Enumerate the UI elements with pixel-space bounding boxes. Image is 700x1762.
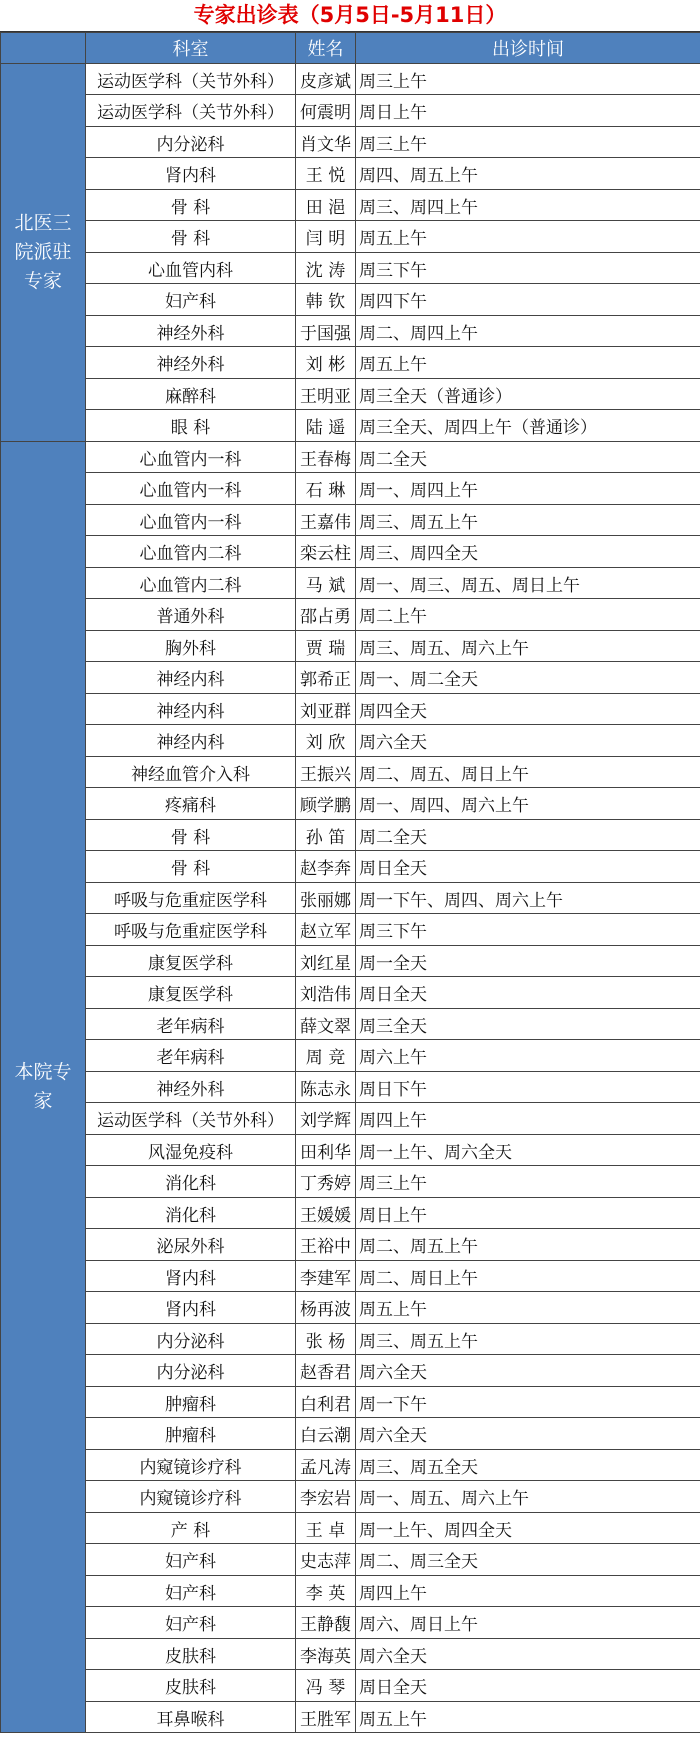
clinic-time-cell: 周一上午、周六全天 bbox=[356, 1135, 700, 1166]
doctor-name-cell: 韩 钦 bbox=[296, 284, 356, 316]
department-cell: 疼痛科 bbox=[86, 788, 296, 820]
department-cell: 耳鼻喉科 bbox=[86, 1702, 296, 1733]
doctor-name-cell: 栾云柱 bbox=[296, 536, 356, 568]
department-cell: 肾内科 bbox=[86, 158, 296, 190]
doctor-name-cell: 王嘉伟 bbox=[296, 505, 356, 536]
table-row bbox=[1, 1513, 700, 1544]
table-row bbox=[1, 1324, 700, 1355]
clinic-time-cell: 周三、周四上午 bbox=[356, 190, 700, 221]
department-cell: 骨 科 bbox=[86, 851, 296, 883]
doctor-name-cell: 李 英 bbox=[296, 1576, 356, 1607]
group-label: 本院专家 bbox=[1, 442, 86, 1733]
clinic-time-cell: 周三、周四全天 bbox=[356, 536, 700, 568]
clinic-time-cell: 周三、周五全天 bbox=[356, 1450, 700, 1481]
clinic-time-cell: 周六全天 bbox=[356, 1355, 700, 1387]
department-cell: 神经外科 bbox=[86, 347, 296, 379]
clinic-time-cell: 周六、周日上午 bbox=[356, 1607, 700, 1639]
table-row bbox=[1, 95, 700, 127]
department-cell: 运动医学科（关节外科） bbox=[86, 64, 296, 95]
table-row bbox=[1, 757, 700, 788]
clinic-time-cell: 周四上午 bbox=[356, 1103, 700, 1135]
table-row bbox=[1, 505, 700, 536]
doctor-name-cell: 王明亚 bbox=[296, 379, 356, 410]
table-row bbox=[1, 284, 700, 316]
doctor-name-cell: 薛文翠 bbox=[296, 1009, 356, 1040]
clinic-time-cell: 周一上午、周四全天 bbox=[356, 1513, 700, 1544]
doctor-name-cell: 沈 涛 bbox=[296, 253, 356, 284]
department-cell: 普通外科 bbox=[86, 599, 296, 631]
table-row bbox=[1, 1040, 700, 1072]
clinic-time-cell: 周二、周五、周日上午 bbox=[356, 757, 700, 788]
clinic-time-cell: 周五上午 bbox=[356, 221, 700, 253]
clinic-time-cell: 周四、周五上午 bbox=[356, 158, 700, 190]
department-cell: 神经血管介入科 bbox=[86, 757, 296, 788]
doctor-name-cell: 陈志永 bbox=[296, 1072, 356, 1103]
doctor-name-cell: 孟凡涛 bbox=[296, 1450, 356, 1481]
doctor-name-cell: 皮彦斌 bbox=[296, 64, 356, 95]
department-cell: 老年病科 bbox=[86, 1040, 296, 1072]
table-row bbox=[1, 883, 700, 914]
table-row bbox=[1, 158, 700, 190]
table-row bbox=[1, 127, 700, 158]
department-cell: 神经外科 bbox=[86, 316, 296, 347]
clinic-time-cell: 周二、周四上午 bbox=[356, 316, 700, 347]
department-cell: 心血管内一科 bbox=[86, 442, 296, 473]
department-cell: 老年病科 bbox=[86, 1009, 296, 1040]
table-row bbox=[1, 662, 700, 694]
table-row bbox=[1, 347, 700, 379]
department-cell: 康复医学科 bbox=[86, 977, 296, 1009]
doctor-name-cell: 刘学辉 bbox=[296, 1103, 356, 1135]
table-row bbox=[1, 725, 700, 757]
department-cell: 妇产科 bbox=[86, 1544, 296, 1576]
department-cell: 消化科 bbox=[86, 1166, 296, 1198]
doctor-name-cell: 闫 明 bbox=[296, 221, 356, 253]
clinic-time-cell: 周六上午 bbox=[356, 1040, 700, 1072]
department-cell: 胸外科 bbox=[86, 631, 296, 662]
doctor-name-cell: 张 杨 bbox=[296, 1324, 356, 1355]
clinic-time-cell: 周六全天 bbox=[356, 1639, 700, 1670]
doctor-name-cell: 张丽娜 bbox=[296, 883, 356, 914]
table-row bbox=[1, 253, 700, 284]
clinic-time-cell: 周日上午 bbox=[356, 1198, 700, 1229]
doctor-name-cell: 李建军 bbox=[296, 1261, 356, 1292]
table-row bbox=[1, 851, 700, 883]
table-row bbox=[1, 1544, 700, 1576]
department-cell: 心血管内一科 bbox=[86, 505, 296, 536]
doctor-name-cell: 白云潮 bbox=[296, 1418, 356, 1450]
doctor-name-cell: 王裕中 bbox=[296, 1229, 356, 1261]
doctor-name-cell: 杨再波 bbox=[296, 1292, 356, 1324]
doctor-name-cell: 刘亚群 bbox=[296, 694, 356, 725]
clinic-time-cell: 周日全天 bbox=[356, 1670, 700, 1702]
department-cell: 神经内科 bbox=[86, 725, 296, 757]
doctor-name-cell: 王静馥 bbox=[296, 1607, 356, 1639]
doctor-name-cell: 丁秀婷 bbox=[296, 1166, 356, 1198]
table-row bbox=[1, 1009, 700, 1040]
doctor-name-cell: 田 浥 bbox=[296, 190, 356, 221]
header-group bbox=[1, 33, 86, 64]
clinic-time-cell: 周一、周三、周五、周日上午 bbox=[356, 568, 700, 599]
table-row bbox=[1, 977, 700, 1009]
doctor-name-cell: 周 竞 bbox=[296, 1040, 356, 1072]
table-row bbox=[1, 1418, 700, 1450]
clinic-time-cell: 周三上午 bbox=[356, 1166, 700, 1198]
table-row bbox=[1, 1072, 700, 1103]
table-row bbox=[1, 1166, 700, 1198]
clinic-time-cell: 周三下午 bbox=[356, 253, 700, 284]
clinic-time-cell: 周二全天 bbox=[356, 820, 700, 851]
doctor-name-cell: 何震明 bbox=[296, 95, 356, 127]
doctor-name-cell: 顾学鹏 bbox=[296, 788, 356, 820]
department-cell: 皮肤科 bbox=[86, 1670, 296, 1702]
clinic-time-cell: 周一、周四上午 bbox=[356, 473, 700, 505]
table-row bbox=[1, 1450, 700, 1481]
doctor-name-cell: 刘 彬 bbox=[296, 347, 356, 379]
group-label: 北医三院派驻专家 bbox=[1, 64, 86, 442]
doctor-name-cell: 刘浩伟 bbox=[296, 977, 356, 1009]
doctor-name-cell: 王 卓 bbox=[296, 1513, 356, 1544]
department-cell: 内分泌科 bbox=[86, 1355, 296, 1387]
table-row bbox=[1, 1198, 700, 1229]
department-cell: 心血管内一科 bbox=[86, 473, 296, 505]
clinic-time-cell: 周三上午 bbox=[356, 127, 700, 158]
clinic-time-cell: 周二、周三全天 bbox=[356, 1544, 700, 1576]
clinic-time-cell: 周四全天 bbox=[356, 694, 700, 725]
department-cell: 麻醉科 bbox=[86, 379, 296, 410]
table-row bbox=[1, 788, 700, 820]
department-cell: 运动医学科（关节外科） bbox=[86, 1103, 296, 1135]
department-cell: 骨 科 bbox=[86, 820, 296, 851]
doctor-name-cell: 贾 瑞 bbox=[296, 631, 356, 662]
clinic-time-cell: 周六全天 bbox=[356, 725, 700, 757]
department-cell: 心血管内二科 bbox=[86, 536, 296, 568]
table-row bbox=[1, 1355, 700, 1387]
department-cell: 内分泌科 bbox=[86, 1324, 296, 1355]
doctor-name-cell: 于国强 bbox=[296, 316, 356, 347]
department-cell: 风湿免疫科 bbox=[86, 1135, 296, 1166]
department-cell: 内分泌科 bbox=[86, 127, 296, 158]
clinic-time-cell: 周五上午 bbox=[356, 1702, 700, 1733]
clinic-time-cell: 周一全天 bbox=[356, 946, 700, 977]
doctor-name-cell: 马 斌 bbox=[296, 568, 356, 599]
doctor-name-cell: 史志萍 bbox=[296, 1544, 356, 1576]
doctor-name-cell: 冯 琴 bbox=[296, 1670, 356, 1702]
doctor-name-cell: 孙 笛 bbox=[296, 820, 356, 851]
clinic-time-cell: 周三、周五上午 bbox=[356, 1324, 700, 1355]
doctor-name-cell: 李宏岩 bbox=[296, 1481, 356, 1513]
table-row bbox=[1, 1607, 700, 1639]
table-row bbox=[1, 316, 700, 347]
table-row bbox=[1, 1481, 700, 1513]
department-cell: 骨 科 bbox=[86, 221, 296, 253]
header-row bbox=[1, 33, 700, 64]
page-title: 专家出诊表（5月5日-5月11日） bbox=[0, 0, 700, 32]
doctor-name-cell: 郭希正 bbox=[296, 662, 356, 694]
header-dept: 科室 bbox=[86, 33, 296, 64]
table-row bbox=[1, 379, 700, 410]
department-cell: 运动医学科（关节外科） bbox=[86, 95, 296, 127]
clinic-time-cell: 周五上午 bbox=[356, 347, 700, 379]
department-cell: 肿瘤科 bbox=[86, 1418, 296, 1450]
doctor-name-cell: 王 悦 bbox=[296, 158, 356, 190]
department-cell: 康复医学科 bbox=[86, 946, 296, 977]
clinic-time-cell: 周五上午 bbox=[356, 1292, 700, 1324]
department-cell: 心血管内二科 bbox=[86, 568, 296, 599]
table-body bbox=[1, 64, 700, 1733]
doctor-name-cell: 邵占勇 bbox=[296, 599, 356, 631]
table-row bbox=[1, 1292, 700, 1324]
doctor-name-cell: 刘 欣 bbox=[296, 725, 356, 757]
department-cell: 肾内科 bbox=[86, 1292, 296, 1324]
department-cell: 肾内科 bbox=[86, 1261, 296, 1292]
department-cell: 眼 科 bbox=[86, 410, 296, 442]
table-row bbox=[1, 1639, 700, 1670]
clinic-time-cell: 周三、周五上午 bbox=[356, 505, 700, 536]
department-cell: 内窥镜诊疗科 bbox=[86, 1481, 296, 1513]
clinic-time-cell: 周日上午 bbox=[356, 95, 700, 127]
table-row bbox=[1, 190, 700, 221]
table-row bbox=[1, 820, 700, 851]
doctor-name-cell: 陆 遥 bbox=[296, 410, 356, 442]
clinic-time-cell: 周日全天 bbox=[356, 977, 700, 1009]
table-row bbox=[1, 442, 700, 473]
schedule-table bbox=[0, 32, 700, 1733]
clinic-time-cell: 周二、周日上午 bbox=[356, 1261, 700, 1292]
department-cell: 心血管内科 bbox=[86, 253, 296, 284]
department-cell: 呼吸与危重症医学科 bbox=[86, 914, 296, 946]
doctor-name-cell: 王振兴 bbox=[296, 757, 356, 788]
department-cell: 肿瘤科 bbox=[86, 1387, 296, 1418]
department-cell: 产 科 bbox=[86, 1513, 296, 1544]
clinic-time-cell: 周二全天 bbox=[356, 442, 700, 473]
clinic-time-cell: 周三下午 bbox=[356, 914, 700, 946]
clinic-time-cell: 周一下午、周四、周六上午 bbox=[356, 883, 700, 914]
doctor-name-cell: 赵李奔 bbox=[296, 851, 356, 883]
clinic-time-cell: 周三全天（普通诊） bbox=[356, 379, 700, 410]
table-row bbox=[1, 1702, 700, 1733]
table-row bbox=[1, 946, 700, 977]
doctor-name-cell: 王媛媛 bbox=[296, 1198, 356, 1229]
department-cell: 妇产科 bbox=[86, 1576, 296, 1607]
doctor-name-cell: 赵立军 bbox=[296, 914, 356, 946]
doctor-name-cell: 刘红星 bbox=[296, 946, 356, 977]
doctor-name-cell: 肖文华 bbox=[296, 127, 356, 158]
table-row bbox=[1, 694, 700, 725]
department-cell: 皮肤科 bbox=[86, 1639, 296, 1670]
clinic-time-cell: 周六全天 bbox=[356, 1418, 700, 1450]
table-row bbox=[1, 221, 700, 253]
clinic-time-cell: 周日下午 bbox=[356, 1072, 700, 1103]
table-row bbox=[1, 568, 700, 599]
doctor-name-cell: 石 琳 bbox=[296, 473, 356, 505]
header-name: 姓名 bbox=[296, 33, 356, 64]
department-cell: 呼吸与危重症医学科 bbox=[86, 883, 296, 914]
clinic-time-cell: 周三、周五、周六上午 bbox=[356, 631, 700, 662]
clinic-time-cell: 周二、周五上午 bbox=[356, 1229, 700, 1261]
doctor-name-cell: 赵香君 bbox=[296, 1355, 356, 1387]
clinic-time-cell: 周三全天 bbox=[356, 1009, 700, 1040]
doctor-name-cell: 李海英 bbox=[296, 1639, 356, 1670]
table-row bbox=[1, 536, 700, 568]
department-cell: 妇产科 bbox=[86, 284, 296, 316]
clinic-time-cell: 周一下午 bbox=[356, 1387, 700, 1418]
doctor-name-cell: 王胜军 bbox=[296, 1702, 356, 1733]
table-row bbox=[1, 64, 700, 95]
department-cell: 神经内科 bbox=[86, 662, 296, 694]
table-row bbox=[1, 914, 700, 946]
clinic-time-cell: 周四下午 bbox=[356, 284, 700, 316]
table-row bbox=[1, 410, 700, 442]
table-row bbox=[1, 473, 700, 505]
clinic-time-cell: 周三上午 bbox=[356, 64, 700, 95]
clinic-time-cell: 周一、周五、周六上午 bbox=[356, 1481, 700, 1513]
clinic-time-cell: 周二上午 bbox=[356, 599, 700, 631]
table-row bbox=[1, 1576, 700, 1607]
department-cell: 神经外科 bbox=[86, 1072, 296, 1103]
clinic-time-cell: 周日全天 bbox=[356, 851, 700, 883]
table-row bbox=[1, 1387, 700, 1418]
table-row bbox=[1, 1103, 700, 1135]
header-time: 出诊时间 bbox=[356, 33, 700, 64]
clinic-time-cell: 周一、周二全天 bbox=[356, 662, 700, 694]
doctor-name-cell: 王春梅 bbox=[296, 442, 356, 473]
table-row bbox=[1, 1261, 700, 1292]
clinic-time-cell: 周四上午 bbox=[356, 1576, 700, 1607]
table-row bbox=[1, 599, 700, 631]
department-cell: 骨 科 bbox=[86, 190, 296, 221]
department-cell: 消化科 bbox=[86, 1198, 296, 1229]
doctor-name-cell: 白利君 bbox=[296, 1387, 356, 1418]
clinic-time-cell: 周一、周四、周六上午 bbox=[356, 788, 700, 820]
doctor-name-cell: 田利华 bbox=[296, 1135, 356, 1166]
table-row bbox=[1, 1229, 700, 1261]
department-cell: 内窥镜诊疗科 bbox=[86, 1450, 296, 1481]
table-row bbox=[1, 1670, 700, 1702]
department-cell: 泌尿外科 bbox=[86, 1229, 296, 1261]
table-row bbox=[1, 631, 700, 662]
department-cell: 神经内科 bbox=[86, 694, 296, 725]
table-row bbox=[1, 1135, 700, 1166]
clinic-time-cell: 周三全天、周四上午（普通诊） bbox=[356, 410, 700, 442]
department-cell: 妇产科 bbox=[86, 1607, 296, 1639]
